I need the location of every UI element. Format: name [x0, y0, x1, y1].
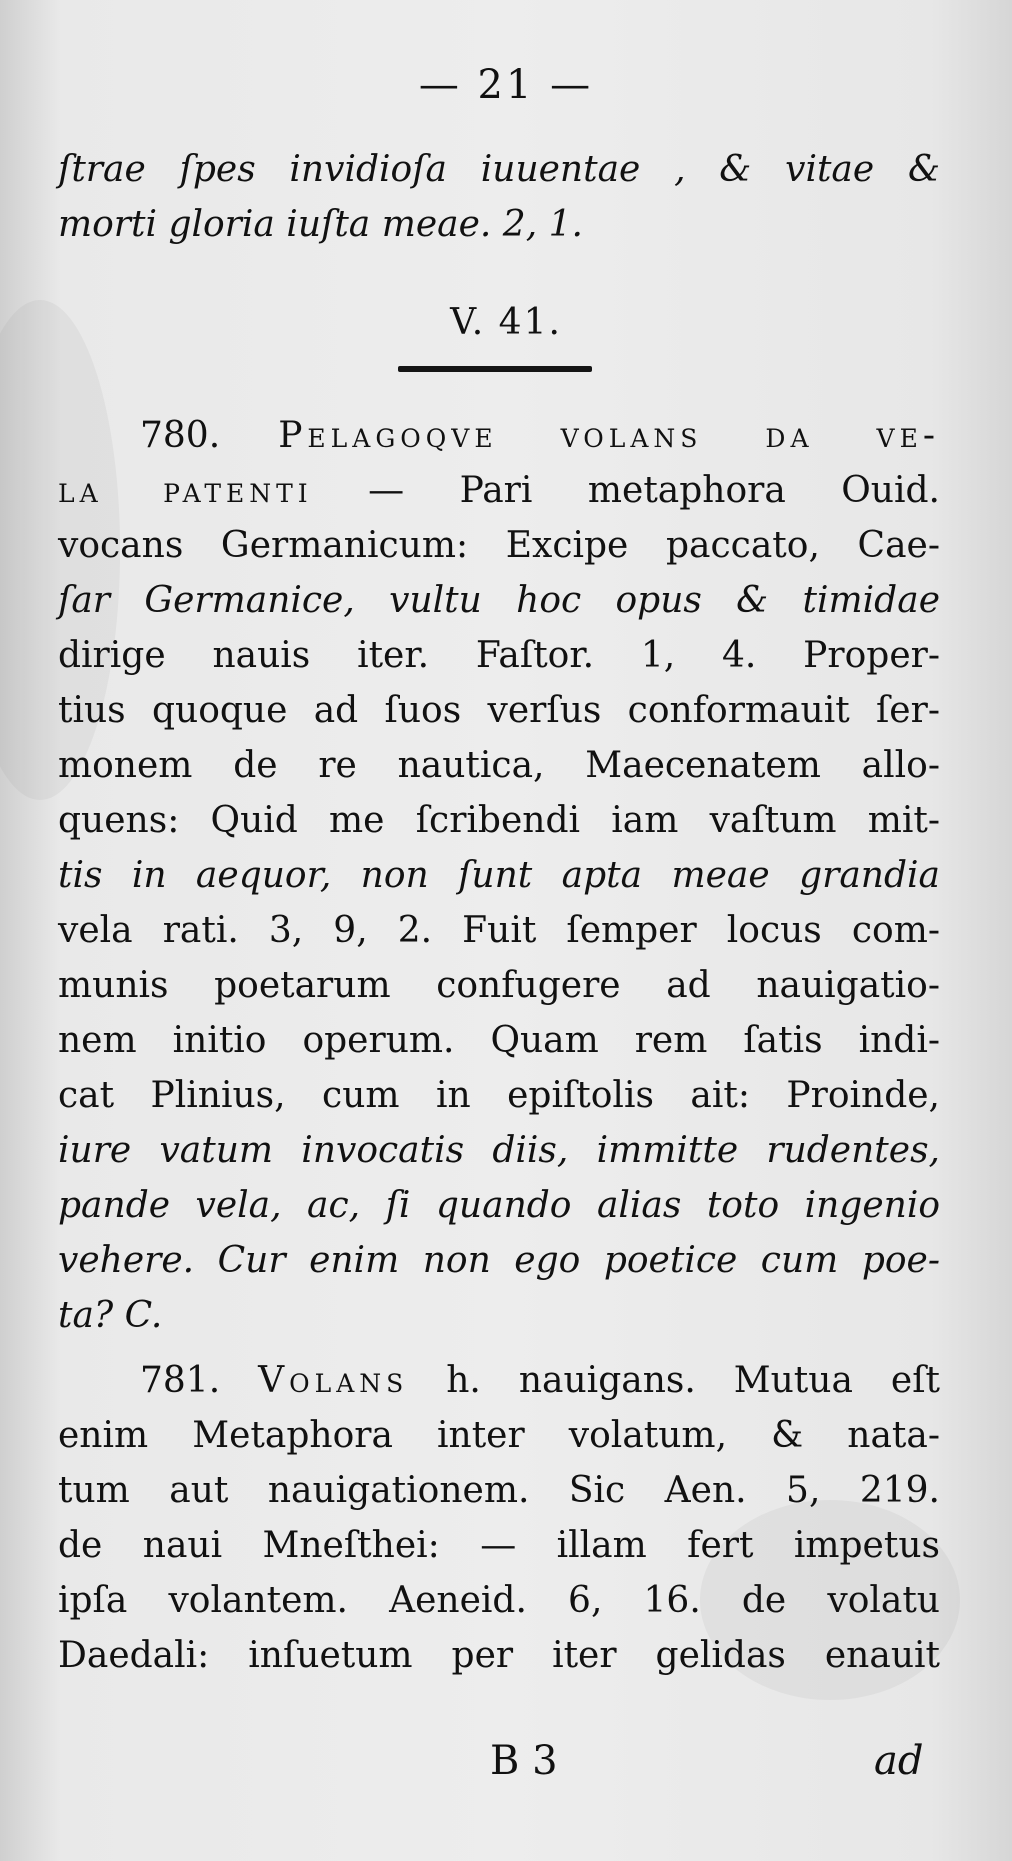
text-line: quens: Quid me ſcribendi iam vaſtum mit-: [58, 800, 940, 841]
text-line: enim Metaphora inter volatum, & nata-: [58, 1415, 940, 1456]
text-line: dirige nauis iter. Faſtor. 1, 4. Proper-: [58, 635, 940, 676]
section-title: V. 41.: [450, 302, 562, 343]
text-line: nem initio operum. Quam rem ſatis indi-: [58, 1020, 940, 1061]
text-line: ta? C.: [58, 1295, 163, 1336]
page-header: — 21 —: [418, 62, 594, 108]
text-line: tis in aequor, non ſunt apta meae grandia: [58, 855, 940, 896]
section-rule: [398, 366, 592, 372]
note-lemma: la patenti: [58, 470, 313, 511]
note-781-line-1: [58, 1353, 940, 1408]
text-line: ipſa volantem. Aeneid. 6, 16. de volatu: [58, 1580, 940, 1621]
continuation-text: [58, 142, 940, 252]
text-line: monem de re nautica, Maecenatem allo-: [58, 745, 940, 786]
text-line: de naui Mneſthei: — illam fert impetus: [58, 1525, 940, 1566]
text-line: Daedali: inſuetum per iter gelidas enauit: [58, 1635, 940, 1676]
note-lemma: Pelagoqve volans da ve-: [278, 415, 940, 456]
note-number: 781.: [140, 1360, 221, 1401]
text-line: morti gloria iuſta meae. 2, 1.: [58, 204, 583, 245]
text-line: munis poetarum confugere ad nauigatio-: [58, 965, 940, 1006]
text-line: vehere. Cur enim non ego poetice cum poe-: [58, 1240, 940, 1281]
text-line: vocans Germanicum: Excipe paccato, Cae-: [58, 525, 940, 566]
note-number: 780.: [140, 415, 221, 456]
catchword: ad: [874, 1738, 924, 1784]
text-line: vela rati. 3, 9, 2. Fuit ſemper locus com-: [58, 910, 940, 951]
text-line: — Pari metaphora Ouid.: [368, 470, 940, 511]
note-780-line-1: [58, 408, 940, 463]
note-780-line-2: [58, 463, 940, 518]
text-line: h. nauigans. Mutua eſt: [446, 1360, 940, 1401]
note-780: [58, 408, 940, 1343]
text-line: cat Plinius, cum in epiſtolis ait: Proinde,: [58, 1075, 940, 1116]
signature-mark: B 3: [490, 1738, 558, 1784]
text-line: iure vatum invocatis diis, immitte rudentes,: [58, 1130, 940, 1171]
text-line: pande vela, ac, ſi quando alias toto ingenio: [58, 1185, 940, 1226]
text-line: ſar Germanice, vultu hoc opus & timidae: [58, 580, 940, 621]
text-line: tius quoque ad ſuos verſus conformauit ſer-: [58, 690, 940, 731]
note-lemma: Volans: [258, 1360, 409, 1401]
note-781: [58, 1353, 940, 1683]
text-line: tum aut nauigationem. Sic Aen. 5, 219.: [58, 1470, 940, 1511]
text-line: ſtrae ſpes invidioſa iuuentae , & vitae &: [58, 149, 940, 190]
